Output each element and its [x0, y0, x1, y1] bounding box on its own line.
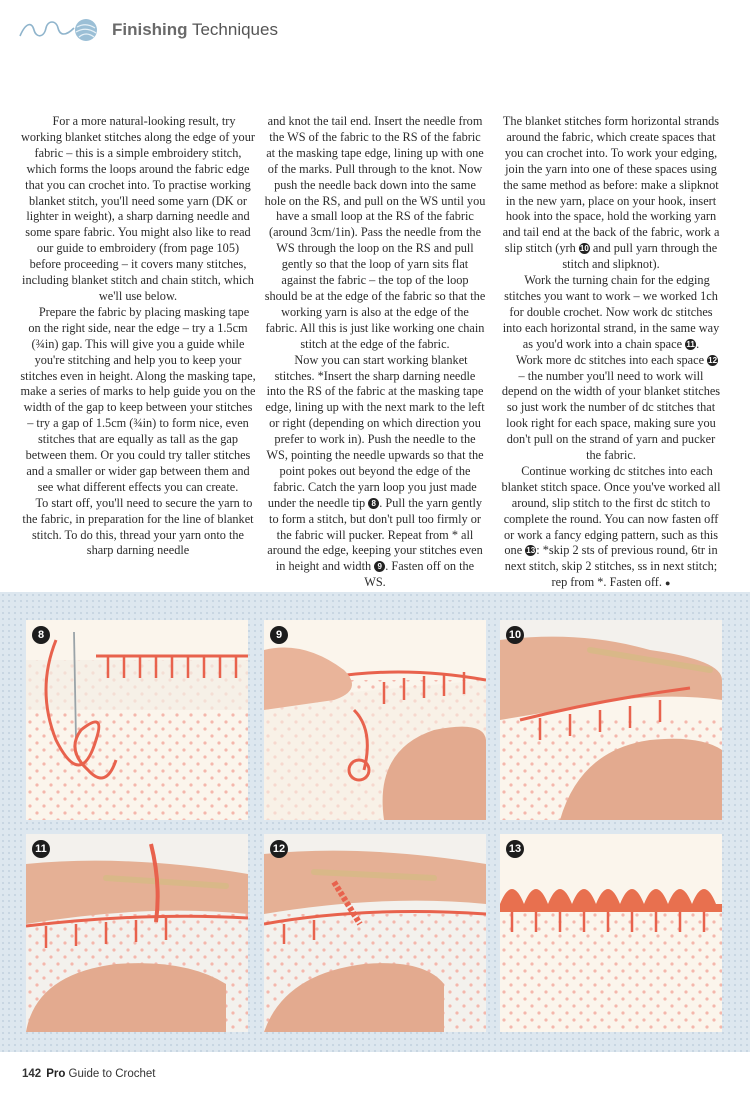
step-photo-12 [264, 834, 486, 1032]
article-body [0, 114, 750, 590]
paragraph: The blanket stitches form horizontal strands around the fabric, which create spaces that you can crochet into. To work your edging, join the yarn into one of these spaces using the same method as before: make a slipknot in the new yarn, place on your hook, insert hook into the space, hold the working yarn and tail end at the back of the fabric, work a slip stitch (yrh 10 and pull yarn through the stitch and slipknot). [502, 114, 720, 272]
publication-title: Guide to Crochet [65, 1068, 156, 1080]
step-badge: 13 [506, 840, 524, 858]
step-badge: 11 [32, 840, 50, 858]
paragraph: Work the turning chain for the edging stitches you want to work – we worked 1ch for double crochet. Now work dc stitches into each horizontal strand, in the same way as you'd work into a chain space 11. [502, 273, 720, 351]
step-ref-badge: 11 [686, 339, 695, 349]
page-footer [22, 1068, 156, 1080]
step-photo-8 [26, 620, 248, 820]
step-ref-badge: 10 [579, 244, 589, 254]
step-ref-badge: 9 [374, 561, 385, 572]
publication-brand: Pro [46, 1068, 66, 1080]
section-header [18, 14, 278, 46]
text-column-3 [500, 114, 722, 592]
step-badge: 9 [270, 626, 288, 644]
section-title: Finishing Techniques [112, 20, 278, 39]
paragraph: and knot the tail end. Insert the needle from the WS of the fabric to the RS of the fabric at the masking tape edge, lining up with one of the marks. Pull through to the knot. Now push the needle back down into the same hole on the RS, and pull on the WS until you have a small loop at the RS of the fabric (around 3cm/1in). Pass the needle from the WS through the loop on the RS and pull gently so that the loop of yarn sits flat against the fabric – the top of the loop should be at the edge of the fabric so that the working yarn is also at the edge of the fabric. All this is just like working one chain stitch at the edge of the fabric. [264, 114, 486, 351]
photo-image [26, 834, 248, 1032]
photo-image [26, 620, 248, 820]
photo-image [264, 620, 486, 820]
photo-image [500, 620, 722, 820]
step-ref-badge: 12 [708, 355, 718, 365]
photo-image [500, 834, 722, 1032]
photo-panel [0, 592, 750, 1052]
end-mark-icon: ● [665, 578, 671, 589]
step-photo-9 [264, 620, 486, 820]
text-column-2 [264, 114, 486, 591]
paragraph: Continue working dc stitches into each blanket stitch space. Once you've worked all around, slip stitch to the first dc stitch to complete the round. You can now fasten off or work a fancy edging pattern, such as this one 13: *skip 2 sts of previous round, 6tr in next stitch, skip 2 stitches, ss in next stitch; rep from *. Fasten off. ● [501, 463, 721, 590]
step-badge: 12 [270, 840, 288, 858]
step-badge: 10 [506, 626, 524, 644]
step-ref-badge: 13 [526, 546, 536, 556]
swirl-decoration-icon [18, 16, 80, 44]
yarn-ball-icon [74, 18, 98, 42]
step-photo-11 [26, 834, 248, 1032]
text-column-1 [20, 114, 256, 559]
step-badge: 8 [32, 626, 50, 644]
paragraph: Now you can start working blanket stitches. *Insert the sharp darning needle into the RS of the fabric at the masking tape edge, lining up with the next mark to the left or right (depending on which direction you prefer to work in). Push the needle to the WS, pointing the needle upwards so that the point pokes out beyond the edge of the fabric. Catch the yarn loop you just made under the needle tip 8 . Pull the yarn gently to form a stitch, but don't pull too firmly or the fabric will pucker. Repeat from * all around the edge, keeping your stitches even in height and width 9 . Fasten off on the WS. [265, 352, 485, 590]
page-number: 142 [22, 1068, 42, 1080]
paragraph: To start off, you'll need to secure the yarn to the fabric, in preparation for the line of blanket stitch. To do this, thread your yarn onto the sharp darning needle [22, 495, 254, 558]
paragraph: Prepare the fabric by placing masking tape on the right side, near the edge – try a 1.5cm (¾in) gap. This will give you a guide while you're stitching and help you to keep your stitches even in height. Along the masking tape, make a series of marks to help guide you on the width of the gap to keep between your stitches – try a gap of 1.5cm (¾in) to form nice, even stitches that are equally as tall as the gap between them. Or you could try taller stitches and a smaller or wider gap between them and see what different effects you can create. [20, 304, 256, 494]
photo-image [264, 834, 486, 1032]
paragraph: Work more dc stitches into each space 12 – the number you'll need to work will depend on the width of your blanket stitches so just work the number of dc stitches that look right for each space, making sure you don't pull on the strand of yarn and pucker the fabric. [501, 352, 721, 463]
paragraph: For a more natural-looking result, try working blanket stitches along the edge of your fabric – this is a simple embroidery stitch, which forms the loops around the fabric edge that you can crochet into. To practise working blanket stitch, you'll need some yarn (DK or lighter in weight), a sharp darning needle and some spare fabric. You might also like to read our guide to embroidery (from page 105) before proceeding – it covers many stitches, including blanket stitch and chain stitch, which we'll use below. [21, 114, 255, 303]
step-photo-13 [500, 834, 722, 1032]
step-photo-10 [500, 620, 722, 820]
step-ref-badge: 8 [368, 498, 379, 509]
